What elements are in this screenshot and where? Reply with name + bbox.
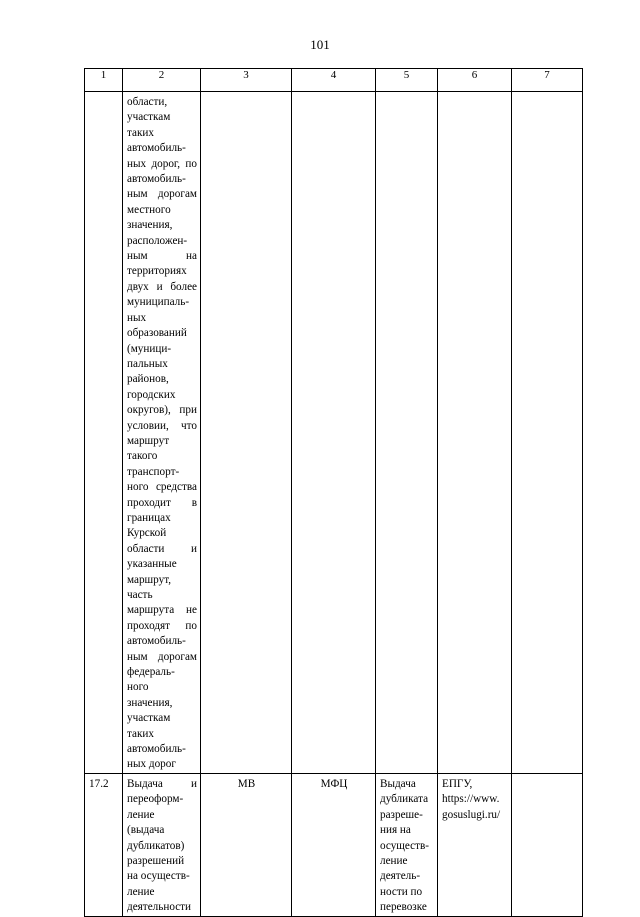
text-line: перевозке — [380, 901, 427, 914]
table-cell — [123, 773, 201, 916]
row-number: 17.2 — [89, 777, 109, 790]
text-line: транспорт- — [127, 465, 180, 478]
text-line: Выдача — [380, 777, 416, 790]
text-line: таких — [127, 126, 155, 139]
text-line: пальных — [127, 357, 168, 370]
column-header: 1 — [85, 69, 123, 92]
text-line: федераль- — [127, 666, 175, 679]
text-line: двух и более — [127, 280, 197, 293]
column-header: 3 — [201, 69, 292, 92]
text-line: ных — [127, 311, 147, 324]
column-header: 5 — [376, 69, 438, 92]
text-line: указанные — [127, 558, 177, 571]
column-header: 4 — [292, 69, 376, 92]
portal-link — [438, 774, 511, 823]
text-line: (муници- — [127, 342, 172, 355]
table-cell — [376, 92, 438, 774]
text-line: разрешений — [127, 854, 185, 867]
text-line: ных дорог — [127, 758, 176, 771]
text-line: https://www. — [442, 793, 500, 806]
column-header: 2 — [123, 69, 201, 92]
table-cell — [438, 773, 512, 916]
text-line: ным дорогам — [127, 188, 197, 201]
text-line: участкам — [127, 111, 171, 124]
text-line: разреше- — [380, 808, 423, 821]
text-line: проходят по — [127, 619, 197, 632]
text-line: границах — [127, 511, 171, 524]
text-line: ление — [127, 808, 155, 821]
text-line: ным на — [127, 250, 197, 263]
text-line: ных дорог, по — [127, 157, 197, 170]
provider: МФЦ — [320, 777, 348, 790]
text-line: gosuslugi.ru/ — [442, 808, 501, 821]
table-cell — [292, 773, 376, 916]
table-cell — [438, 92, 512, 774]
text-line: автомобиль- — [127, 635, 186, 648]
table-cell — [201, 92, 292, 774]
text-line: ния на — [380, 824, 411, 837]
text-line: проходит в — [127, 496, 197, 509]
text-line: переоформ- — [127, 793, 184, 806]
text-line: образований — [127, 327, 187, 340]
text-line: на осуществ- — [127, 870, 190, 883]
text-line: значения, — [127, 219, 173, 232]
table-row — [85, 773, 583, 916]
text-line: ным дорогам — [127, 650, 197, 663]
text-line: маршрута не — [127, 604, 197, 617]
column-header: 7 — [512, 69, 583, 92]
table-cell — [201, 773, 292, 916]
text-line: территориях — [127, 265, 187, 278]
text-line: часть — [127, 589, 153, 601]
text-line: местного — [127, 203, 171, 216]
text-line: Выдача и — [127, 777, 197, 790]
text-line: муниципаль- — [127, 296, 190, 309]
table-row-continuation — [85, 92, 583, 774]
text-line: ление — [127, 885, 155, 898]
table-cell — [85, 92, 123, 774]
text-line: автомобиль- — [127, 743, 186, 756]
column-header: 6 — [438, 69, 512, 92]
text-line: маршрут, — [127, 573, 172, 586]
table-cell — [512, 773, 583, 916]
text-line: участкам — [127, 712, 171, 725]
text-line: таких — [127, 727, 155, 740]
text-line: ЕПГУ, — [442, 777, 473, 790]
table-cell — [123, 92, 201, 774]
text-line: ного — [127, 681, 149, 694]
text-line: автомобиль- — [127, 173, 186, 186]
table-cell — [376, 773, 438, 916]
text-line: городских — [127, 388, 176, 401]
text-line: такого — [127, 450, 158, 463]
service-result — [376, 774, 437, 916]
text-line: деятельности — [127, 901, 192, 914]
text-line: значения, — [127, 696, 173, 709]
table-cell — [512, 92, 583, 774]
text-line: дубликата — [380, 793, 429, 806]
service-name — [123, 774, 200, 916]
text-line: (выдача — [127, 824, 165, 837]
service-description-continuation — [123, 92, 200, 773]
text-line: округов), при — [127, 404, 197, 417]
text-line: условии, что — [127, 419, 197, 432]
services-table — [84, 68, 583, 917]
text-line: области и — [127, 542, 197, 555]
text-line: расположен- — [127, 234, 188, 247]
text-line: деятель- — [380, 870, 421, 883]
text-line: ление — [380, 854, 408, 867]
text-line: Курской — [127, 527, 167, 540]
text-line: ности по — [380, 885, 423, 898]
responsible-body: МВ — [237, 777, 256, 790]
table-cell — [292, 92, 376, 774]
text-line: дубликатов) — [127, 839, 185, 852]
text-line: осуществ- — [380, 839, 430, 852]
table-cell — [85, 773, 123, 916]
table-header-row — [85, 69, 583, 92]
text-line: ного средства — [127, 481, 197, 494]
text-line: области, — [127, 96, 168, 108]
notes — [512, 774, 582, 777]
text-line: районов, — [127, 373, 169, 386]
page-number: 101 — [310, 37, 330, 52]
text-line: автомобиль- — [127, 142, 186, 155]
text-line: маршрут — [127, 434, 170, 447]
